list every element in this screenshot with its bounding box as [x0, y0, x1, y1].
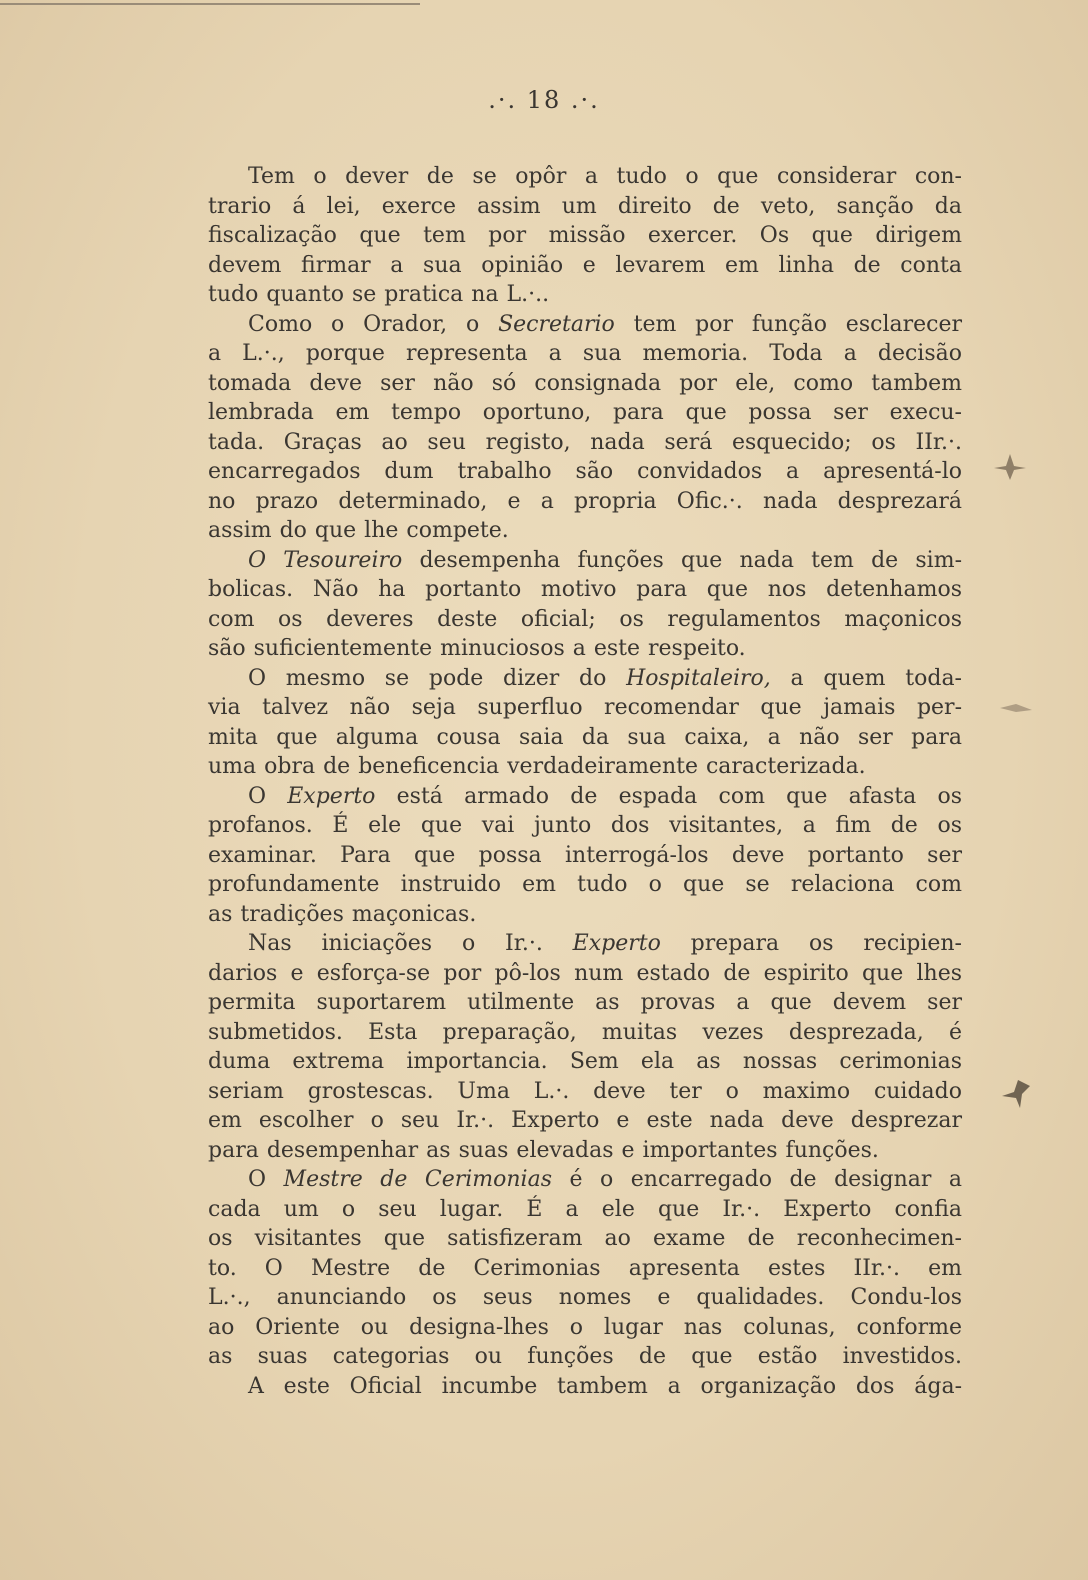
text-run: tudo quanto se pratica na L.·.. [208, 282, 550, 307]
text-run: no prazo determinado, e a propria Ofic.·. nada desprezará [208, 488, 962, 514]
text-line [208, 221, 962, 251]
text-line [208, 1077, 962, 1107]
text-run: Nas iniciações o Ir.·. [248, 931, 573, 956]
text-run: O [248, 1167, 284, 1192]
text-line [208, 546, 962, 576]
text-run: em escolher o seu Ir.·. Experto e este nada deve desprezar [208, 1108, 962, 1133]
text-run: os visitantes que satisfizeram ao exame de reconhecimen- [208, 1226, 962, 1251]
text-line [208, 693, 962, 723]
text-run: bolicas. Não ha portanto motivo para que nos detenhamos [208, 577, 962, 602]
margin-ornament-icon [990, 452, 1030, 482]
text-line [208, 1018, 962, 1048]
text-line [208, 1047, 962, 1077]
text-line [208, 1283, 962, 1313]
text-line [208, 1313, 962, 1343]
text-run: são suficientemente minuciosos a este respeito. [208, 636, 746, 661]
text-line [208, 811, 962, 841]
italic-term: Secretario [498, 311, 615, 337]
text-run: L.·., anunciando os seus nomes e qualidades. Condu-los [208, 1285, 962, 1310]
italic-term: Mestre de Cerimonias [283, 1167, 552, 1192]
text-line [208, 1136, 962, 1166]
text-line [208, 1106, 962, 1136]
text-line [208, 900, 962, 930]
text-run: Como o Orador, o [248, 311, 499, 337]
text-line [208, 870, 962, 900]
text-run: seriam grostescas. Uma L.·. deve ter o maximo cuidado [208, 1078, 962, 1104]
text-run: encarregados dum trabalho são convidados a apresentá-lo [208, 459, 962, 484]
text-run: A este Oficial incumbe tambem a organização dos ága- [248, 1373, 962, 1399]
text-line [208, 1165, 962, 1195]
text-line [208, 929, 962, 959]
text-line [208, 959, 962, 989]
text-run: desempenha funções que nada tem de sim- [402, 547, 962, 573]
text-line [208, 457, 962, 487]
text-line [208, 516, 962, 546]
text-line [208, 162, 962, 192]
text-line [208, 841, 962, 871]
text-run: tem por função esclarecer [614, 311, 962, 337]
text-line [208, 723, 962, 753]
text-line [208, 251, 962, 281]
text-run: duma extrema importancia. Sem ela as nossas cerimonias [208, 1049, 962, 1074]
text-line [208, 664, 962, 694]
text-line [208, 192, 962, 222]
text-line [208, 782, 962, 812]
text-run: cada um o seu lugar. É a ele que Ir.·. Experto confia [208, 1196, 962, 1222]
text-line [208, 339, 962, 369]
text-run: profundamente instruido em tudo o que se relaciona com [208, 872, 962, 897]
margin-ornament-icon [996, 696, 1036, 726]
text-run: fiscalização que tem por missão exercer. Os que dirigem [208, 223, 962, 248]
text-run: as tradições maçonicas. [208, 901, 477, 927]
page-number: .·. 18 .·. [488, 86, 600, 114]
text-run: a quem toda- [770, 665, 962, 691]
text-line [208, 369, 962, 399]
text-run: via talvez não seja superfluo recomendar que jamais per- [208, 695, 962, 720]
text-run: é o encarregado de designar a [552, 1167, 963, 1192]
text-line [208, 1224, 962, 1254]
text-line [208, 988, 962, 1018]
text-run: para desempenhar as suas elevadas e importantes funções. [208, 1137, 879, 1163]
text-run: O [248, 783, 288, 809]
text-run: darios e esforça-se por pô-los num estado de espirito que lhes [208, 960, 962, 986]
margin-ornament-icon [996, 1078, 1036, 1108]
text-run: tada. Graças ao seu registo, nada será esquecido; os IIr.·. [208, 429, 962, 455]
text-line [208, 752, 962, 782]
text-line [208, 398, 962, 428]
text-run: ao Oriente ou designa-lhes o lugar nas colunas, conforme [208, 1314, 962, 1340]
body-text [208, 162, 962, 1401]
italic-term: O Tesoureiro [248, 547, 403, 573]
text-run: assim do que lhe compete. [208, 518, 509, 543]
text-line [208, 310, 962, 340]
text-run: com os deveres deste oficial; os regulamentos maçonicos [208, 606, 962, 632]
text-run: lembrada em tempo oportuno, para que possa ser execu- [208, 400, 962, 425]
text-run: submetidos. Esta preparação, muitas vezes desprezada, é [208, 1019, 962, 1045]
text-line [208, 634, 962, 664]
text-line [208, 605, 962, 635]
text-run: to. O Mestre de Cerimonias apresenta estes IIr.·. em [208, 1255, 962, 1281]
text-run: a L.·., porque representa a sua memoria. Toda a decisão [208, 341, 962, 366]
top-rule [0, 3, 420, 5]
text-run: tomada deve ser não só consignada por ele, como tambem [208, 370, 962, 396]
text-run: mita que alguma cousa saia da sua caixa, a não ser para [208, 724, 962, 750]
text-run: prepara os recipien- [660, 931, 962, 956]
italic-term: Experto [287, 783, 376, 809]
text-line [208, 280, 962, 310]
text-line [208, 428, 962, 458]
text-line [208, 1254, 962, 1284]
text-run: Tem o dever de se opôr a tudo o que considerar con- [248, 164, 962, 189]
text-run: permita suportarem utilmente as provas a que devem ser [208, 990, 962, 1015]
italic-term: Hospitaleiro, [626, 665, 771, 691]
text-run: profanos. É ele que vai junto dos visitantes, a fim de os [208, 813, 962, 838]
text-line [208, 1372, 962, 1402]
text-run: examinar. Para que possa interrogá-los deve portanto ser [208, 842, 962, 868]
text-line [208, 487, 962, 517]
text-line [208, 1342, 962, 1372]
text-line [208, 575, 962, 605]
italic-term: Experto [572, 931, 661, 956]
text-line [208, 1195, 962, 1225]
text-run: trario á lei, exerce assim um direito de veto, sanção da [208, 193, 962, 219]
text-run: uma obra de beneficencia verdadeiramente caracterizada. [208, 754, 866, 779]
text-run: está armado de espada com que afasta os [375, 783, 962, 809]
text-run: devem firmar a sua opinião e levarem em linha de conta [208, 252, 962, 278]
text-run: O mesmo se pode dizer do [248, 665, 627, 691]
text-run: as suas categorias ou funções de que estão investidos. [208, 1344, 962, 1369]
